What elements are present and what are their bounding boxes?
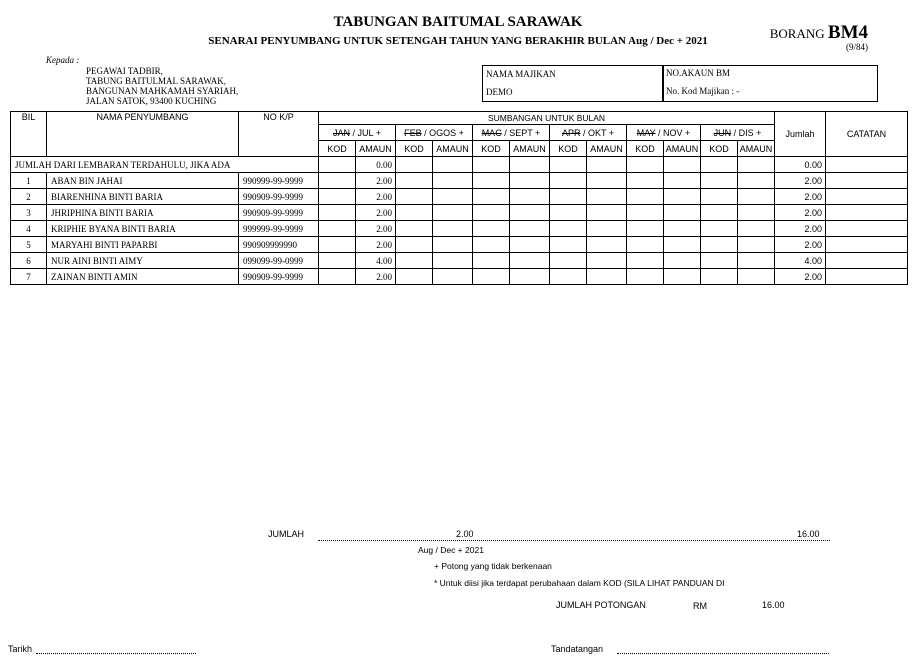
period-label: Aug / Dec + 2021 — [418, 545, 484, 555]
no-akaun-label: NO.AKAUN BM — [666, 68, 731, 78]
jumlah-label: JUMLAH — [268, 529, 305, 539]
row-amaun — [510, 205, 550, 221]
amaun-header: AMAUN — [433, 141, 473, 157]
jumlah-dotted-line — [318, 540, 830, 541]
note-potong: + Potong yang tidak berkenaan — [434, 561, 552, 571]
kepada-label: Kepada : — [46, 55, 80, 65]
row-amaun — [587, 189, 627, 205]
jumlah-amaun-value: 2.00 — [456, 529, 474, 539]
row-kod — [473, 173, 510, 189]
col-bil-header: BIL — [11, 112, 47, 157]
carry-forward-amaun: 0.00 — [356, 157, 396, 173]
form-title: TABUNGAN BAITUMAL SARAWAK — [333, 14, 583, 30]
month-header: MAY / NOV + — [627, 125, 701, 141]
row-amaun: 2.00 — [356, 189, 396, 205]
kod-header: KOD — [319, 141, 356, 157]
row-nama: ZAINAN BINTI AMIN — [47, 269, 239, 285]
row-amaun — [664, 189, 701, 205]
row-kod — [319, 189, 356, 205]
month-header: JUN / DIS + — [701, 125, 775, 141]
row-catatan — [826, 173, 908, 189]
row-amaun — [433, 173, 473, 189]
row-amaun — [738, 173, 775, 189]
row-kod — [396, 173, 433, 189]
table-row — [11, 269, 908, 285]
amaun-header: AMAUN — [510, 141, 550, 157]
table-row — [11, 205, 908, 221]
row-nama: NUR AINI BINTI AIMY — [47, 253, 239, 269]
row-nama: ABAN BIN JAHAI — [47, 173, 239, 189]
row-kod — [396, 237, 433, 253]
row-nokp: 099099-99-0999 — [239, 253, 319, 269]
row-amaun — [433, 205, 473, 221]
row-bil: 5 — [11, 237, 47, 253]
row-amaun — [433, 269, 473, 285]
tandatangan-line — [617, 653, 829, 654]
row-catatan — [826, 205, 908, 221]
row-amaun — [433, 189, 473, 205]
row-amaun: 2.00 — [356, 269, 396, 285]
row-jumlah: 2.00 — [775, 189, 826, 205]
row-kod — [701, 189, 738, 205]
row-nokp: 990909-99-9999 — [239, 269, 319, 285]
row-bil: 7 — [11, 269, 47, 285]
amaun-header: AMAUN — [356, 141, 396, 157]
row-kod — [701, 221, 738, 237]
row-kod — [319, 237, 356, 253]
row-nokp: 990909-99-9999 — [239, 189, 319, 205]
month-header: JAN / JUL + — [319, 125, 396, 141]
row-kod — [627, 253, 664, 269]
table-row — [11, 253, 908, 269]
row-kod — [550, 173, 587, 189]
row-kod — [396, 253, 433, 269]
row-kod — [473, 221, 510, 237]
row-amaun: 2.00 — [356, 173, 396, 189]
row-kod — [396, 205, 433, 221]
row-kod — [627, 221, 664, 237]
row-kod — [319, 173, 356, 189]
col-nama-header: NAMA PENYUMBANG — [47, 112, 239, 157]
row-jumlah: 2.00 — [775, 205, 826, 221]
row-amaun — [664, 269, 701, 285]
row-bil: 1 — [11, 173, 47, 189]
row-catatan — [826, 237, 908, 253]
nama-majikan-value: DEMO — [486, 87, 513, 97]
row-amaun — [587, 237, 627, 253]
row-amaun — [587, 173, 627, 189]
row-kod — [319, 205, 356, 221]
col-sumbangan-header: SUMBANGAN UNTUK BULAN — [319, 112, 775, 125]
row-kod — [627, 173, 664, 189]
row-kod — [396, 221, 433, 237]
row-jumlah: 2.00 — [775, 173, 826, 189]
row-jumlah: 2.00 — [775, 221, 826, 237]
tarikh-line — [36, 653, 196, 654]
form-subtitle: SENARAI PENYUMBANG UNTUK SETENGAH TAHUN YANG BERAKHIR BULAN Aug / Dec + 2021 — [208, 35, 708, 47]
row-amaun — [587, 205, 627, 221]
row-nama: KRIPHIE BYANA BINTI BARIA — [47, 221, 239, 237]
row-kod — [701, 253, 738, 269]
borang-ref: (9/84) — [846, 42, 868, 52]
table-row — [11, 189, 908, 205]
borang-label — [770, 22, 868, 44]
row-nama: JHRIPHINA BINTI BARIA — [47, 205, 239, 221]
row-amaun — [587, 221, 627, 237]
amaun-header: AMAUN — [738, 141, 775, 157]
nama-majikan-label: NAMA MAJIKAN — [486, 69, 556, 79]
address-line: TABUNG BAITULMAL SARAWAK, — [86, 76, 226, 86]
row-nokp: 990909999990 — [239, 237, 319, 253]
row-catatan — [826, 189, 908, 205]
address-line: PEGAWAI TADBIR, — [86, 66, 163, 76]
row-amaun — [664, 237, 701, 253]
col-catatan-header: CATATAN — [826, 112, 908, 157]
row-kod — [473, 189, 510, 205]
kod-header: KOD — [701, 141, 738, 157]
row-catatan — [826, 221, 908, 237]
row-amaun — [433, 221, 473, 237]
row-amaun — [510, 237, 550, 253]
row-amaun — [738, 253, 775, 269]
row-amaun — [738, 269, 775, 285]
rm-label: RM — [693, 601, 707, 611]
kod-header: KOD — [396, 141, 433, 157]
tandatangan-label: Tandatangan — [551, 644, 604, 654]
row-amaun — [510, 189, 550, 205]
col-jumlah-header: Jumlah — [775, 112, 826, 157]
amaun-header: AMAUN — [587, 141, 627, 157]
col-nokp-header: NO K/P — [239, 112, 319, 157]
row-nama: MARYAHI BINTI PAPARBI — [47, 237, 239, 253]
row-amaun — [664, 253, 701, 269]
row-kod — [550, 253, 587, 269]
row-kod — [701, 173, 738, 189]
row-kod — [319, 221, 356, 237]
month-header: FEB / OGOS + — [396, 125, 473, 141]
row-kod — [319, 253, 356, 269]
borang-text: BORANG — [769, 26, 825, 41]
amaun-header: AMAUN — [664, 141, 701, 157]
row-amaun: 2.00 — [356, 205, 396, 221]
row-bil: 6 — [11, 253, 47, 269]
row-kod — [627, 269, 664, 285]
row-kod — [550, 221, 587, 237]
row-kod — [473, 253, 510, 269]
row-amaun — [510, 221, 550, 237]
row-jumlah: 2.00 — [775, 269, 826, 285]
row-kod — [473, 237, 510, 253]
row-kod — [396, 269, 433, 285]
row-amaun — [738, 189, 775, 205]
row-amaun: 2.00 — [356, 237, 396, 253]
row-amaun — [664, 221, 701, 237]
row-jumlah: 2.00 — [775, 237, 826, 253]
row-kod — [627, 205, 664, 221]
row-kod — [701, 205, 738, 221]
row-catatan — [826, 253, 908, 269]
row-amaun — [664, 173, 701, 189]
row-kod — [550, 269, 587, 285]
table-row — [11, 221, 908, 237]
carry-forward-jumlah: 0.00 — [775, 157, 826, 173]
row-nokp: 990999-99-9999 — [239, 173, 319, 189]
row-catatan — [826, 269, 908, 285]
row-amaun — [510, 173, 550, 189]
row-amaun: 4.00 — [356, 253, 396, 269]
month-header: MAC / SEPT + — [473, 125, 550, 141]
row-amaun — [510, 253, 550, 269]
kod-majikan-label: No. Kod Majikan : - — [666, 86, 740, 96]
row-kod — [550, 205, 587, 221]
carry-forward-label: JUMLAH DARI LEMBARAN TERDAHULU, JIKA ADA — [11, 157, 319, 173]
jumlah-total-value: 16.00 — [797, 529, 820, 539]
jumlah-potongan-value: 16.00 — [762, 600, 785, 610]
row-kod — [550, 189, 587, 205]
row-kod — [627, 189, 664, 205]
address-line: JALAN SATOK, 93400 KUCHING — [86, 96, 217, 106]
borang-code: BM4 — [827, 22, 868, 43]
contributors-table — [10, 111, 908, 285]
row-nokp: 999999-99-9999 — [239, 221, 319, 237]
jumlah-potongan-label: JUMLAH POTONGAN — [556, 600, 646, 610]
row-amaun — [510, 269, 550, 285]
row-kod — [701, 237, 738, 253]
row-amaun — [738, 205, 775, 221]
row-kod — [550, 237, 587, 253]
row-kod — [701, 269, 738, 285]
row-amaun — [664, 205, 701, 221]
address-line: BANGUNAN MAHKAMAH SYARIAH, — [86, 86, 239, 96]
row-amaun — [587, 253, 627, 269]
row-amaun — [433, 253, 473, 269]
kod-header: KOD — [473, 141, 510, 157]
table-row — [11, 173, 908, 189]
row-kod — [396, 189, 433, 205]
row-amaun — [587, 269, 627, 285]
kod-header: KOD — [627, 141, 664, 157]
row-amaun — [738, 237, 775, 253]
row-amaun — [738, 221, 775, 237]
row-bil: 4 — [11, 221, 47, 237]
note-kod: * Untuk diisi jika terdapat perubahaan dalam KOD (SILA LIHAT PANDUAN DI — [434, 578, 725, 588]
row-kod — [473, 205, 510, 221]
row-amaun: 2.00 — [356, 221, 396, 237]
row-nokp: 990909-99-9999 — [239, 205, 319, 221]
row-jumlah: 4.00 — [775, 253, 826, 269]
month-header: APR / OKT + — [550, 125, 627, 141]
kod-header: KOD — [550, 141, 587, 157]
tarikh-label: Tarikh — [8, 644, 33, 654]
row-bil: 2 — [11, 189, 47, 205]
carry-forward-row — [11, 157, 908, 173]
row-nama: BIARENHINA BINTI BARIA — [47, 189, 239, 205]
table-row — [11, 237, 908, 253]
row-kod — [473, 269, 510, 285]
row-bil: 3 — [11, 205, 47, 221]
row-amaun — [433, 237, 473, 253]
row-kod — [319, 269, 356, 285]
row-kod — [627, 237, 664, 253]
